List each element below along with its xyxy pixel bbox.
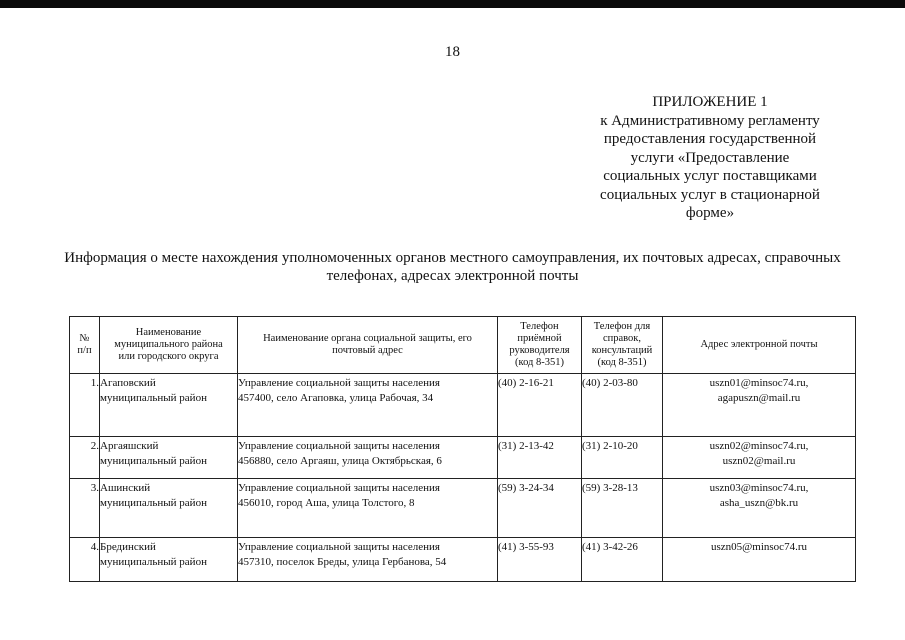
appendix-line: предоставления государственной xyxy=(603,131,817,147)
cell-email xyxy=(663,479,856,538)
cell-num: 3. xyxy=(70,479,100,538)
cell-info-phone: (40) 2-03-80 xyxy=(582,374,663,437)
cell-email xyxy=(663,374,856,437)
header-text: или городского округа xyxy=(118,351,219,362)
header-text: приёмной xyxy=(517,333,562,344)
cell-text: 457400, село Агаповка, улица Рабочая, 34 xyxy=(238,392,434,404)
cell-text: 457310, поселок Бреды, улица Гербанова, 54 xyxy=(238,556,447,568)
cell-text: муниципальный район xyxy=(100,497,207,509)
header-text: руководителя xyxy=(509,345,570,356)
header-text: Адрес электронной почты xyxy=(700,339,818,350)
cell-region xyxy=(100,374,238,437)
header-text: (код 8-351) xyxy=(515,357,564,368)
cell-text: муниципальный район xyxy=(100,392,207,404)
cell-text: 456880, село Аргаяш, улица Октябрьская, 6 xyxy=(238,455,442,467)
appendix-header xyxy=(560,93,860,223)
cell-info-phone: (31) 2-10-20 xyxy=(582,437,663,479)
cell-agency xyxy=(238,374,498,437)
cell-text: Агаповский xyxy=(100,377,156,389)
cell-num: 1. xyxy=(70,374,100,437)
cell-text: asha_uszn@bk.ru xyxy=(719,497,799,509)
cell-head-phone: (31) 2-13-42 xyxy=(498,437,582,479)
page-number: 18 xyxy=(445,44,460,60)
document-title xyxy=(40,249,865,285)
title-line: Информация о месте нахождения уполномоченных органов местного самоуправления, их почтовых адресах, справочных xyxy=(64,250,841,266)
agencies-table xyxy=(69,316,856,582)
cell-text: муниципальный район xyxy=(100,455,207,467)
cell-region xyxy=(100,437,238,479)
header-text: п/п xyxy=(77,345,92,356)
header-text: консультаций xyxy=(591,345,653,356)
cell-text: agapuszn@mail.ru xyxy=(717,392,801,404)
cell-text: Брединский xyxy=(100,541,156,553)
header-text: Наименование xyxy=(135,327,202,338)
header-num xyxy=(70,317,100,374)
cell-head-phone: (59) 3-24-34 xyxy=(498,479,582,538)
cell-text: uszn01@minsoc74.ru, xyxy=(709,377,809,389)
header-text: № xyxy=(79,333,90,344)
cell-text: Управление социальной защиты населения xyxy=(238,440,440,452)
cell-text: муниципальный район xyxy=(100,556,207,568)
cell-num: 2. xyxy=(70,437,100,479)
cell-num: 4. xyxy=(70,538,100,582)
header-text: справок, xyxy=(602,333,642,344)
cell-text: uszn03@minsoc74.ru, xyxy=(709,482,809,494)
cell-region xyxy=(100,479,238,538)
top-border-bar xyxy=(0,0,905,8)
header-text: Телефон для xyxy=(593,321,651,332)
table-row xyxy=(70,374,856,437)
header-region xyxy=(100,317,238,374)
table-header-row xyxy=(70,317,856,374)
header-text: (код 8-351) xyxy=(597,357,647,368)
cell-text: Аргаяшский xyxy=(100,440,159,452)
cell-agency xyxy=(238,538,498,582)
cell-text: Управление социальной защиты населения xyxy=(238,377,440,389)
cell-text: 456010, город Аша, улица Толстого, 8 xyxy=(238,497,415,509)
header-text: Наименование органа социальной защиты, его xyxy=(263,333,472,344)
appendix-line: социальных услуг в стационарной xyxy=(600,186,820,203)
appendix-line: ПРИЛОЖЕНИЕ 1 xyxy=(652,94,768,110)
cell-text: uszn05@minsoc74.ru xyxy=(711,541,807,553)
cell-text: uszn02@mail.ru xyxy=(722,455,796,467)
header-text: почтовый адрес xyxy=(332,345,403,356)
cell-text: uszn02@minsoc74.ru, xyxy=(709,440,809,452)
appendix-line: к Административному регламенту xyxy=(600,112,820,129)
cell-info-phone: (59) 3-28-13 xyxy=(582,479,663,538)
table-row xyxy=(70,538,856,582)
cell-agency xyxy=(238,437,498,479)
cell-text: Управление социальной защиты населения xyxy=(238,541,440,553)
title-line: телефонах, адресах электронной почты xyxy=(326,268,579,284)
appendix-line: социальных услуг поставщиками xyxy=(603,168,817,184)
table-row xyxy=(70,437,856,479)
cell-text: Ашинский xyxy=(100,482,151,494)
cell-email xyxy=(663,538,856,582)
cell-info-phone: (41) 3-42-26 xyxy=(582,538,663,582)
header-head-phone xyxy=(498,317,582,374)
cell-head-phone: (41) 3-55-93 xyxy=(498,538,582,582)
appendix-line: услуги «Предоставление xyxy=(630,149,790,166)
cell-agency xyxy=(238,479,498,538)
header-text: Телефон xyxy=(520,321,559,332)
header-agency xyxy=(238,317,498,374)
cell-email xyxy=(663,437,856,479)
table-row xyxy=(70,479,856,538)
cell-head-phone: (40) 2-16-21 xyxy=(498,374,582,437)
cell-text: Управление социальной защиты населения xyxy=(238,482,440,494)
cell-region xyxy=(100,538,238,582)
header-text: муниципального района xyxy=(114,339,223,350)
appendix-line: форме» xyxy=(685,205,735,221)
header-info-phone xyxy=(582,317,663,374)
header-email xyxy=(663,317,856,374)
